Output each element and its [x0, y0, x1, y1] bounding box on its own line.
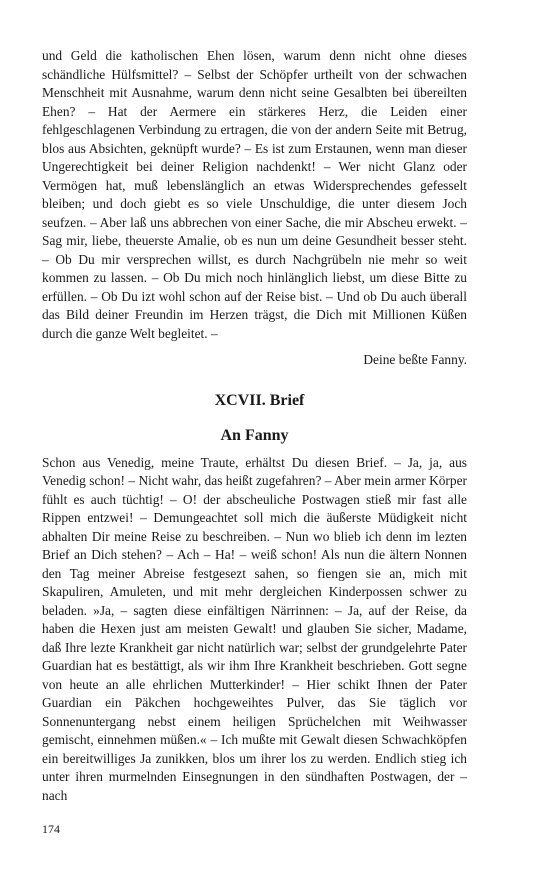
book-page [42, 47, 467, 805]
letter-heading: XCVII. Brief [214, 391, 305, 409]
letter-recipient: An Fanny [220, 426, 289, 444]
letter-signature: Deine beßte Fanny. [363, 352, 467, 367]
page-number: 174 [42, 822, 60, 836]
previous-letter-paragraph: und Geld die katholischen Ehen lösen, warum denn nicht ohne dieses schändliche Hülfsmittel? – Selbst der Schöpfer urtheilt von der schwachen Menschheit mit Ausnahme, warum denn nicht seine Gesalbten bei übereilten Ehen? – Hat der Aermere ein stärkeres Herz, die Leiden einer fehlgeschlagenen Verbindung zu ertragen, die von der andern Seite mit Betrug, blos aus Absichten, geknüpft wurde? – Es ist zum Erstaunen, wenn man dieser Ungerechtigkeit bei deiner Religion nachdenkt! – Wer nicht Glanz oder Vermögen hat, muß lebenslänglich an etwas Widersprechendes gefesselt bleiben; und doch giebt es so viele Unschuldige, die unter diesem Joch seufzen. – Aber laß uns abbrechen von einer Sache, die mir Abscheu erwekt. – Sag mir, liebe, theuerste Amalie, ob es nun um deine Gesundheit besser steht. – Ob Du mir versprechen willst, es durch Nachgrübeln nie mehr so weit kommen zu lassen. – Ob Du mich noch hinlänglich liebst, um diese Bitte zu erfüllen. – Ob Du izt wohl schon auf der Reise bist. – Und ob Du auch überall das Bild deiner Freundin im Herzen trägst, die Dich mit Millionen Küßen durch die ganze Welt begleitet. – [42, 48, 467, 341]
letter-paragraph: Schon aus Venedig, meine Traute, erhältst Du diesen Brief. – Ja, ja, aus Venedig schon! – Nicht wahr, das heißt zugefahren? – Aber mein armer Körper fühlt es auch tüchtig! – O! der abscheuliche Postwagen stieß mir fast alle Rippen entzwei! – Demungeachtet soll mich die äußerste Müdigkeit nicht abhalten Dir meine Reise zu beschreiben. – Nun wo blieb ich denn im lezten Brief an Dich stehen? – Ach – Ha! – weiß schon! Als nun die ältern Nonnen den Tag meiner Abreise festgesezt sahen, so fiengen sie an, mich mit Skapuliren, Amuleten, und mit mehr dergleichen Kinderpossen schwer zu beladen. »Ja, – sagten diese einfältigen Närrinnen: – Ja, auf der Reise, da haben die Hexen just am meisten Gewalt! und glauben Sie sicher, Madame, daß Ihre lezte Krankheit gar nicht natürlich war; selbst der grundgelehrte Pater Guardian hat es bestättigt, als wir ihm Ihre Krankheit beschrieben. Gott segne von heute an alle ehrlichen Mutterkinder! – Hier schikt Ihnen der Pater Guardian ein Päkchen hochgeweihtes Pulver, das Sie täglich vor Sonnenuntergang nebst einem heiligen Sprüchelchen mit Weihwasser gemischt, einnehmen müßen.« – Ich mußte mit Gewalt diesen Schwachköpfen ein bereitwilliges Ja zunikken, blos um ihrer los zu werden. Endlich stieg ich unter ihren murmelnden Einsegnungen in den sündhaften Postwagen, der – nach [42, 454, 467, 803]
